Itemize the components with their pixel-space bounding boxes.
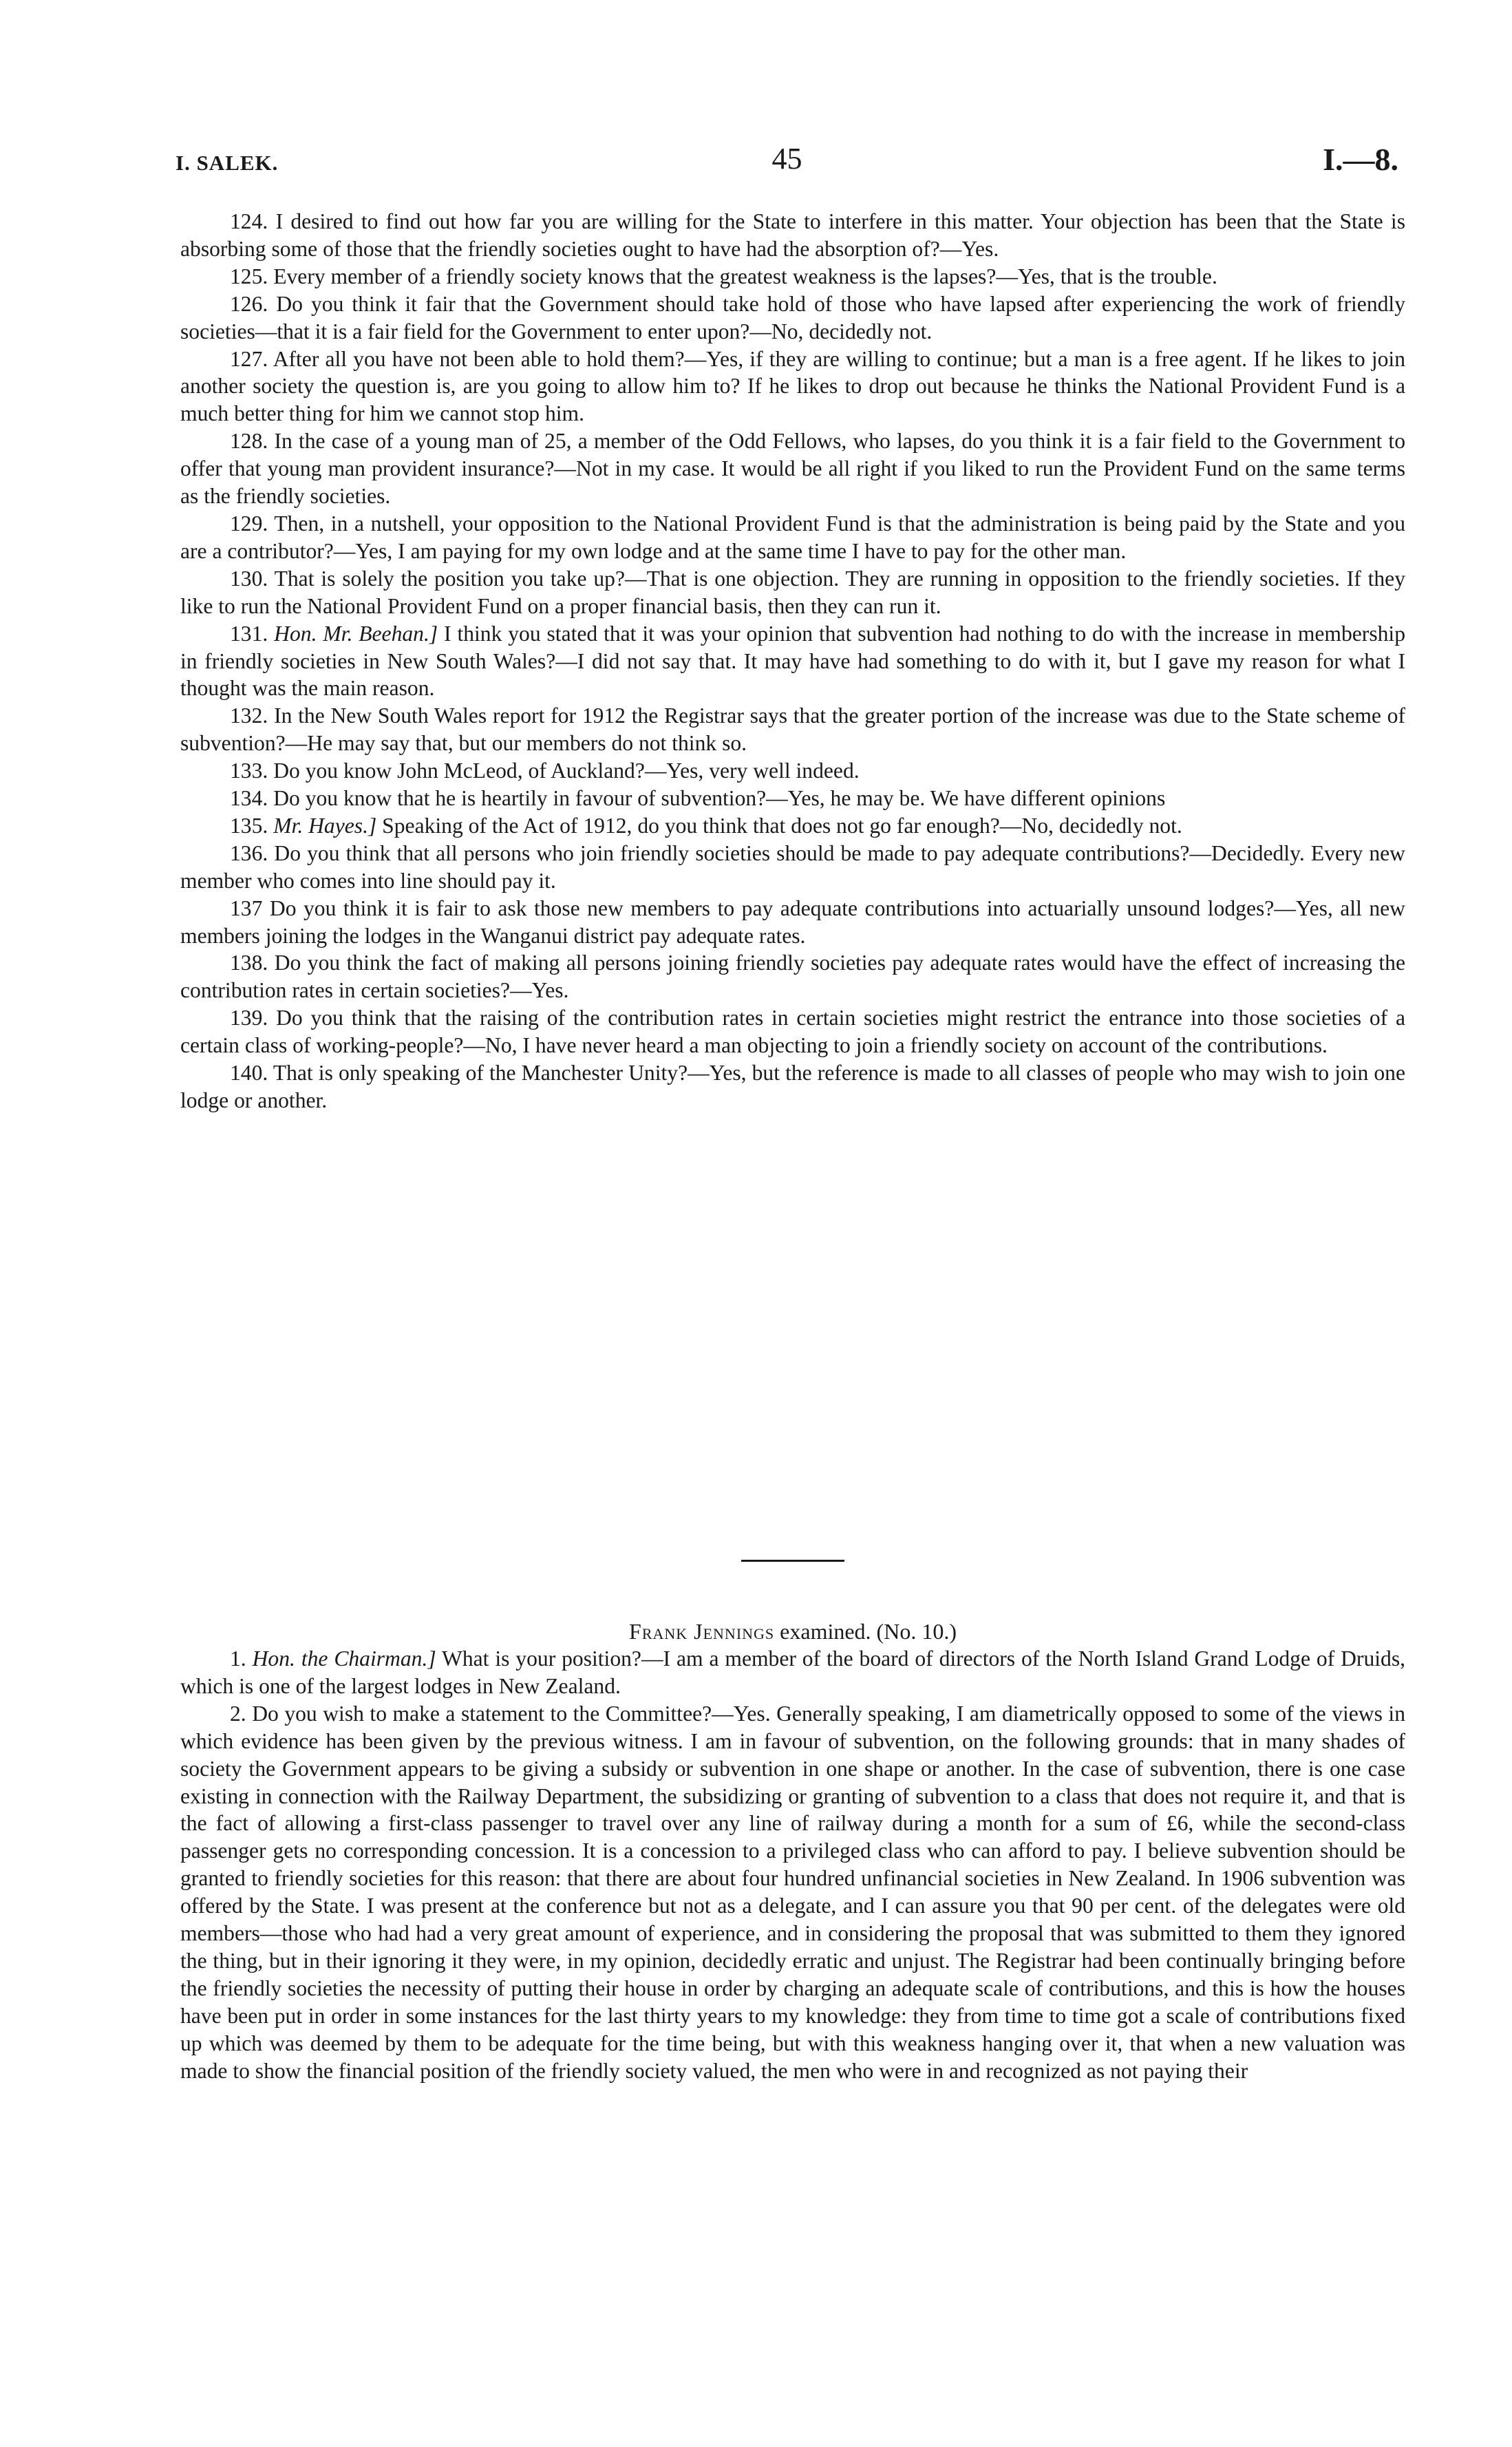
question-text: I desired to find out how far you are willing for the State to interfere in this matter. Your objection has been that the State is absorbing some of those that the friendly societies ought to have had the absorption of?—Yes.: [180, 209, 1405, 261]
question-text: Speaking of the Act of 1912, do you think that does not go far enough?—No, decidedly not.: [382, 813, 1182, 838]
question-number: 133.: [230, 759, 268, 783]
question-paragraph: [180, 895, 1405, 950]
question-paragraph: [180, 510, 1405, 565]
section-divider: [741, 1560, 844, 1562]
question-paragraph: [180, 620, 1405, 703]
question-paragraph: [180, 1004, 1405, 1059]
question-number: 138.: [230, 951, 268, 975]
question-text: Do you know John McLeod, of Auckland?—Yes, very well indeed.: [273, 759, 860, 783]
question-number: 124.: [230, 209, 268, 233]
question-text: What is your position?—I am a member of the board of directors of the North Island Grand Lodge of Druids, which is one of the largest lodges in New Zealand.: [180, 1646, 1406, 1698]
header-left: I. SALEK.: [175, 151, 279, 175]
question-text: I think you stated that it was your opinion that subvention had nothing to do with the increase in membership in friendly societies in New South Wales?—I did not say that. It may have had something to do with it, but I gave my reason for what I thought was the main reason.: [180, 621, 1405, 701]
question-paragraph: [180, 1645, 1405, 1700]
header-right: I.—8.: [1323, 142, 1398, 177]
question-text: Do you know that he is heartily in favour of subvention?—Yes, he may be. We have different opinions: [273, 786, 1166, 811]
evidence-section-1: [180, 208, 1405, 1114]
question-number: 131.: [230, 621, 268, 646]
question-number: 130.: [230, 566, 268, 591]
question-paragraph: [180, 1059, 1405, 1114]
question-text: That is solely the position you take up?—That is one objection. They are running in opposition to the friendly societies. If they like to run the National Provident Fund on a proper financial basis, then they can run it.: [180, 566, 1405, 618]
question-text: Do you think it is fair to ask those new members to pay adequate contributions into actuarially unsound lodges?—Yes, all new members joining the lodges in the Wanganui district pay adequate rates.: [180, 896, 1405, 948]
question-number: 129.: [230, 511, 268, 536]
question-number: 125.: [230, 264, 268, 288]
question-number: 1.: [230, 1646, 246, 1671]
page-number: 45: [771, 142, 802, 176]
question-number: 140.: [230, 1061, 268, 1085]
question-text: Do you think the fact of making all persons joining friendly societies pay adequate rates would have the effect of increasing the contribution rates in certain societies?—Yes.: [180, 951, 1405, 1003]
speaker-name: Hon. Mr. Beehan.]: [274, 621, 438, 646]
speaker-name: Mr. Hayes.]: [273, 813, 377, 838]
question-paragraph: [180, 949, 1405, 1004]
question-text: Do you think that all persons who join friendly societies should be made to pay adequate contributions?—Decidedly. Every new member who comes into line should pay it.: [180, 840, 1405, 893]
witness-name: Frank Jennings: [629, 1619, 775, 1644]
question-text: Every member of a friendly society knows that the greatest weakness is the lapses?—Yes, that is the trouble.: [273, 264, 1217, 288]
question-text: After all you have not been able to hold them?—Yes, if they are willing to continue; but a man is a free agent. If he likes to join another society the question is, are you going to allow him to? If he likes to drop out because he thinks the National Provident Fund is a much better thing for him we cannot stop him.: [180, 346, 1405, 426]
question-paragraph: [180, 840, 1405, 895]
question-number: 128.: [230, 429, 268, 454]
question-text: Do you think that the raising of the contribution rates in certain societies might restrict the entrance into those societies of a certain class of working-people?—No, I have never heard a man objecting to join a friendly society on account of the contributions.: [180, 1006, 1405, 1058]
question-text: That is only speaking of the Manchester Unity?—Yes, but the reference is made to all classes of people who may wish to join one lodge or another.: [180, 1061, 1405, 1112]
question-number: 132.: [230, 703, 268, 728]
question-text: In the case of a young man of 25, a member of the Odd Fellows, who lapses, do you think it is a fair field to the Government to offer that young man provident insurance?—Not in my case. It would be all right if you liked to run the Provident Fund on the same terms as the friendly societies.: [180, 429, 1405, 509]
question-number: 135.: [230, 813, 268, 838]
question-number: 134.: [230, 786, 268, 811]
question-number: 2.: [230, 1701, 246, 1726]
examination-note: examined. (No. 10.): [780, 1619, 957, 1644]
examination-heading: [180, 1618, 1405, 1645]
question-number: 139.: [230, 1006, 268, 1030]
question-paragraph: [180, 785, 1405, 812]
question-paragraph: [180, 427, 1405, 510]
question-paragraph: [180, 208, 1405, 263]
question-paragraph: [180, 702, 1405, 757]
question-text: Then, in a nutshell, your opposition to the National Provident Fund is that the administration is being paid by the State and you are a contributor?—Yes, I am paying for my own lodge and at the same time I have to pay for the other man.: [180, 511, 1406, 563]
question-paragraph: [180, 263, 1405, 290]
question-paragraph: [180, 757, 1405, 785]
question-number: 137: [230, 896, 263, 920]
question-paragraph: [180, 346, 1405, 428]
question-paragraph: [180, 565, 1405, 620]
question-paragraph: [180, 1700, 1405, 2085]
question-number: 136.: [230, 840, 268, 865]
question-paragraph: [180, 812, 1405, 840]
page-header: [175, 141, 1398, 182]
speaker-name: Hon. the Chairman.]: [252, 1646, 436, 1671]
question-text: Do you wish to make a statement to the Committee?—Yes. Generally speaking, I am diametrically opposed to some of the views in which evidence has been given by the previous witness. I am in favour of subvention, on the following grounds: that in many shades of society the Government appears to be giving a subsidy or subvention in one shape or another. In the case of subvention, there is one case existing in connection with the Railway Department, the subsidizing or granting of subvention to a class that does not require it, and that is the fact of allowing a first-class passenger to travel over any line of railway during a month for a sum of £6, while the second-class passenger gets no corresponding concession. It is a concession to a privileged class who can afford to pay. I believe subvention should be granted to friendly societies for this reason: that there are about four hundred unfinancial societies in New Zealand. In 1906 subvention was offered by the State. I was present at the conference but not as a delegate, and I can assure you that 90 per cent. of the delegates were old members—those who had had a very great amount of experience, and in considering the proposal that was submitted to them they ignored the thing, but in their ignoring it they were, in my opinion, decidedly erratic and unjust. The Registrar had been continually bringing before the friendly societies the necessity of putting their house in order by charging an adequate scale of contributions, and this is how the houses have been put in order in some instances for the last thirty years to my knowledge: they from time to time got a scale of contributions fixed up which was deemed by them to be adequate for the time being, but with this weakness hanging over it, that when a new valuation was made to show the financial position of the friendly society valued, the men who were in and recognized as not paying their: [180, 1701, 1405, 2083]
question-text: Do you think it fair that the Government should take hold of those who have lapsed after experiencing the work of friendly societies—that it is a fair field for the Government to enter upon?—No, decidedly not.: [180, 291, 1405, 343]
question-text: In the New South Wales report for 1912 the Registrar says that the greater portion of the increase was due to the State scheme of subvention?—He may say that, but our members do not think so.: [180, 703, 1406, 756]
question-number: 127.: [230, 346, 268, 371]
question-number: 126.: [230, 291, 268, 316]
question-paragraph: [180, 290, 1405, 346]
evidence-section-2: [180, 1645, 1405, 2085]
